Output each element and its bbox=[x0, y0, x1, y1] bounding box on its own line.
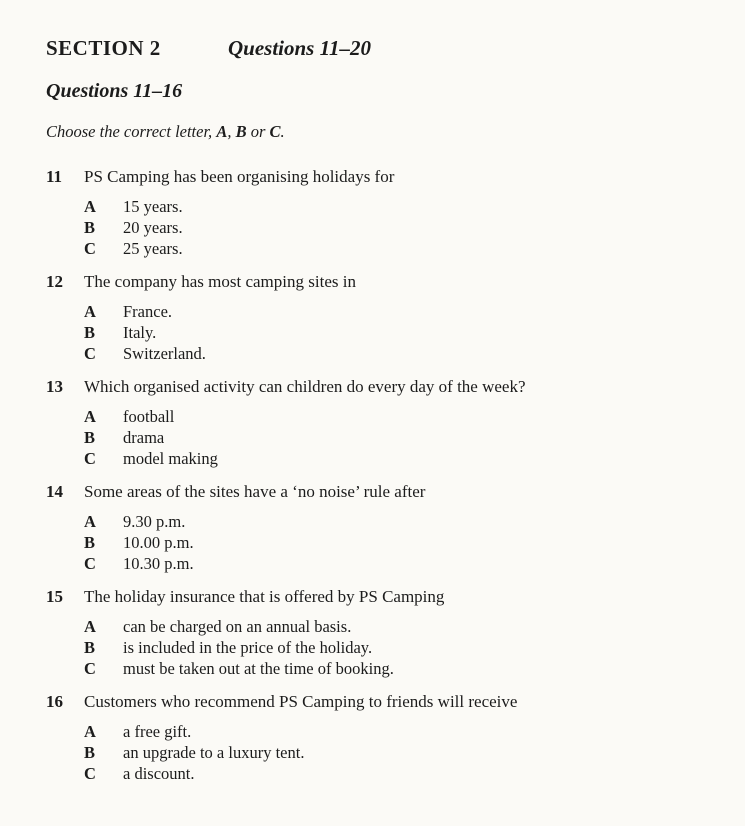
option-text: can be charged on an annual basis. bbox=[123, 617, 352, 636]
option-letter: C bbox=[84, 554, 96, 573]
question-stem bbox=[46, 481, 696, 503]
option-text: 9.30 p.m. bbox=[123, 512, 186, 531]
instruction-sep-1: , bbox=[227, 122, 236, 141]
question-12 bbox=[46, 271, 696, 364]
option-letter: A bbox=[84, 197, 96, 216]
option-text: a discount. bbox=[123, 764, 195, 783]
option-text: 10.30 p.m. bbox=[123, 554, 194, 573]
question-11 bbox=[46, 166, 696, 259]
option-text: 15 years. bbox=[123, 197, 183, 216]
option-text: Switzerland. bbox=[123, 344, 206, 363]
option-text: 20 years. bbox=[123, 218, 183, 237]
instruction-letter-c: C bbox=[269, 122, 281, 141]
option-b[interactable] bbox=[46, 217, 696, 238]
question-number: 14 bbox=[46, 482, 63, 501]
option-letter: C bbox=[84, 239, 96, 258]
option-letter: C bbox=[84, 344, 96, 363]
option-b[interactable] bbox=[46, 322, 696, 343]
option-letter: B bbox=[84, 743, 96, 762]
question-text: The holiday insurance that is offered by PS Camping bbox=[84, 587, 445, 606]
option-text: Italy. bbox=[123, 323, 157, 342]
question-stem bbox=[46, 271, 696, 293]
question-stem bbox=[46, 376, 696, 398]
option-list bbox=[46, 511, 696, 574]
option-a[interactable] bbox=[46, 301, 696, 322]
question-text: PS Camping has been organising holidays for bbox=[84, 167, 395, 186]
option-text: must be taken out at the time of booking. bbox=[123, 659, 394, 678]
question-number: 16 bbox=[46, 692, 63, 711]
option-text: France. bbox=[123, 302, 173, 321]
option-letter: A bbox=[84, 302, 96, 321]
option-letter: B bbox=[84, 533, 96, 552]
option-a[interactable] bbox=[46, 616, 696, 637]
option-c[interactable] bbox=[46, 553, 696, 574]
option-b[interactable] bbox=[46, 532, 696, 553]
question-14 bbox=[46, 481, 696, 574]
question-number: 12 bbox=[46, 272, 63, 291]
option-a[interactable] bbox=[46, 196, 696, 217]
question-15 bbox=[46, 586, 696, 679]
question-text: Customers who recommend PS Camping to friends will receive bbox=[84, 692, 518, 711]
option-letter: A bbox=[84, 617, 96, 636]
question-number: 15 bbox=[46, 587, 63, 606]
section-questions-range: Questions 11–20 bbox=[228, 36, 371, 60]
option-a[interactable] bbox=[46, 721, 696, 742]
question-13 bbox=[46, 376, 696, 469]
question-text: Which organised activity can children do every day of the week? bbox=[84, 377, 526, 396]
option-c[interactable] bbox=[46, 238, 696, 259]
instruction-letter-a: A bbox=[216, 122, 228, 141]
question-16 bbox=[46, 691, 696, 784]
option-text: model making bbox=[123, 449, 218, 468]
option-letter: B bbox=[84, 323, 96, 342]
option-text: an upgrade to a luxury tent. bbox=[123, 743, 305, 762]
option-text: football bbox=[123, 407, 175, 426]
question-stem bbox=[46, 586, 696, 608]
option-letter: B bbox=[84, 638, 96, 657]
instruction-sep-2: or bbox=[246, 122, 270, 141]
instruction-prefix: Choose the correct letter, bbox=[46, 122, 217, 141]
option-list bbox=[46, 721, 696, 784]
option-c[interactable] bbox=[46, 343, 696, 364]
question-text: Some areas of the sites have a ‘no noise’ rule after bbox=[84, 482, 426, 501]
option-list bbox=[46, 301, 696, 364]
option-letter: A bbox=[84, 512, 96, 531]
option-letter: A bbox=[84, 407, 96, 426]
instruction-text bbox=[46, 122, 285, 142]
instruction-suffix: . bbox=[280, 122, 285, 141]
option-b[interactable] bbox=[46, 427, 696, 448]
option-letter: B bbox=[84, 428, 96, 447]
option-list bbox=[46, 406, 696, 469]
option-letter: C bbox=[84, 764, 96, 783]
option-c[interactable] bbox=[46, 658, 696, 679]
section-heading bbox=[46, 36, 371, 61]
option-b[interactable] bbox=[46, 637, 696, 658]
question-number: 13 bbox=[46, 377, 63, 396]
questions-subheading: Questions 11–16 bbox=[46, 80, 183, 102]
question-text: The company has most camping sites in bbox=[84, 272, 356, 291]
option-text: is included in the price of the holiday. bbox=[123, 638, 373, 657]
option-text: 10.00 p.m. bbox=[123, 533, 194, 552]
option-text: a free gift. bbox=[123, 722, 192, 741]
option-list bbox=[46, 196, 696, 259]
option-b[interactable] bbox=[46, 742, 696, 763]
question-stem bbox=[46, 166, 696, 188]
option-text: drama bbox=[123, 428, 165, 447]
instruction-letter-b: B bbox=[235, 122, 247, 141]
section-title: SECTION 2 bbox=[46, 36, 161, 60]
option-list bbox=[46, 616, 696, 679]
option-letter: A bbox=[84, 722, 96, 741]
option-text: 25 years. bbox=[123, 239, 183, 258]
question-number: 11 bbox=[46, 167, 63, 186]
option-c[interactable] bbox=[46, 763, 696, 784]
option-letter: C bbox=[84, 449, 96, 468]
option-letter: C bbox=[84, 659, 96, 678]
option-a[interactable] bbox=[46, 406, 696, 427]
option-c[interactable] bbox=[46, 448, 696, 469]
option-letter: B bbox=[84, 218, 96, 237]
option-a[interactable] bbox=[46, 511, 696, 532]
question-stem bbox=[46, 691, 696, 713]
